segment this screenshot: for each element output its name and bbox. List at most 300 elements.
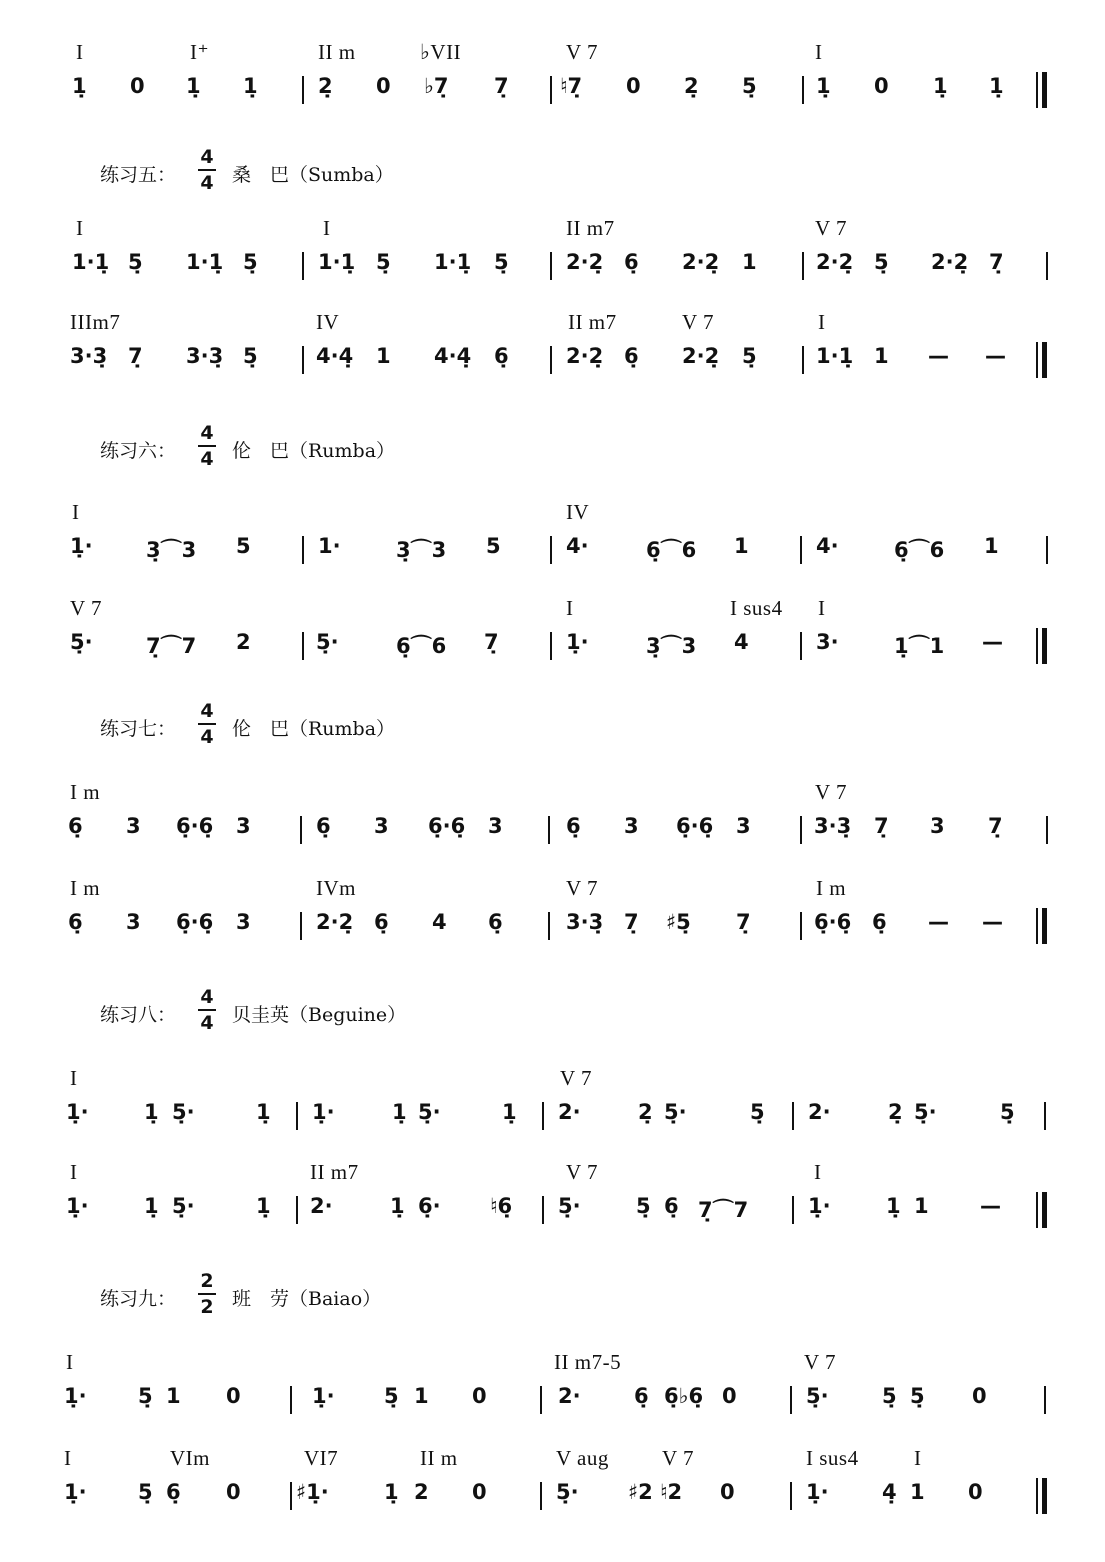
note: 5 <box>236 534 251 558</box>
note: 1̣· <box>566 630 589 654</box>
note: 4·4̣ <box>316 344 354 368</box>
note: 2·2̣ <box>682 344 720 368</box>
note: 2̣ <box>318 74 333 98</box>
exercise-label: 练习五： <box>100 164 177 186</box>
barline <box>800 912 802 940</box>
final-barline-thin <box>1036 628 1038 664</box>
note: 6̣ <box>488 910 503 934</box>
chord-symbol: I m <box>816 876 847 900</box>
note: 0 <box>874 74 889 98</box>
note: 5̣· <box>806 1384 829 1408</box>
chord-symbol: V aug <box>556 1446 609 1470</box>
barline <box>550 252 552 280</box>
note: 5̣ <box>494 250 509 274</box>
barline <box>302 76 304 104</box>
chord-symbol: I <box>814 1160 822 1184</box>
barline <box>540 1386 542 1414</box>
note: 5̣ <box>138 1384 153 1408</box>
chord-symbol: I <box>566 596 574 620</box>
chord-symbol: I <box>70 1066 78 1090</box>
note: 2 <box>414 1480 429 1504</box>
barline <box>550 536 552 564</box>
note: 1̣ <box>886 1194 901 1218</box>
time-fraction-line <box>198 723 216 725</box>
note: 3·3̣ <box>814 814 852 838</box>
barline <box>790 1386 792 1414</box>
note: 0 <box>972 1384 987 1408</box>
note: 3 <box>374 814 389 838</box>
note: 2· <box>310 1194 333 1218</box>
note: 2·2̣ <box>316 910 354 934</box>
final-barline-thick <box>1042 1478 1047 1514</box>
final-barline-thick <box>1042 72 1047 108</box>
chord-symbol: I <box>66 1350 74 1374</box>
time-denominator: 4 <box>200 448 214 470</box>
barline <box>290 1386 292 1414</box>
note: 1̣· <box>66 1194 89 1218</box>
note: 1·1̣ <box>816 344 854 368</box>
score-row <box>0 1350 1105 1430</box>
rhythm-style: 伦 巴（Rumba） <box>232 440 396 462</box>
note: 1̣ <box>243 74 258 98</box>
note: 7̣ <box>484 630 499 654</box>
note: 3 <box>930 814 945 838</box>
note: 3 <box>736 814 751 838</box>
note: 1 <box>742 250 757 274</box>
barline <box>302 632 304 660</box>
note: 5̣ <box>750 1100 765 1124</box>
chord-symbol: I <box>818 310 826 334</box>
note: 1̣· <box>64 1480 87 1504</box>
note: 1 <box>414 1384 429 1408</box>
chord-symbol: I <box>76 216 84 240</box>
chord-symbol: II m7 <box>310 1160 359 1184</box>
note: ♮2 <box>660 1480 683 1504</box>
score-row <box>0 780 1105 860</box>
note: 7̣ <box>874 814 889 838</box>
time-fraction-line <box>198 169 216 171</box>
note: 1̣⌒1 <box>894 634 945 658</box>
note: 7̣ <box>989 250 1004 274</box>
note: 2· <box>558 1100 581 1124</box>
chord-symbol: I m <box>70 876 101 900</box>
chord-symbol: V 7 <box>662 1446 695 1470</box>
note: 6̣ <box>68 910 83 934</box>
note: 1̣· <box>64 1384 87 1408</box>
note: 5̣· <box>70 630 93 654</box>
chord-symbol: II m7-5 <box>554 1350 622 1374</box>
note: 3·3̣ <box>70 344 108 368</box>
barline <box>800 816 802 844</box>
note: 1 <box>874 344 889 368</box>
note: 6̣⌒6 <box>646 538 697 562</box>
exercise-label: 练习八： <box>100 1004 177 1026</box>
chord-symbol: VIm <box>170 1446 210 1470</box>
note: 0 <box>226 1480 241 1504</box>
note: 4· <box>816 534 839 558</box>
chord-symbol: I <box>323 216 331 240</box>
chord-symbol: I⁺ <box>190 40 210 64</box>
note: ♮6̣ <box>490 1194 513 1218</box>
chord-symbol: V 7 <box>70 596 103 620</box>
note: 1 <box>914 1194 929 1218</box>
time-denominator: 4 <box>200 172 214 194</box>
time-fraction-line <box>198 445 216 447</box>
barline <box>800 536 802 564</box>
final-barline-thin <box>1036 908 1038 944</box>
time-signature <box>196 146 218 194</box>
barline <box>296 1102 298 1130</box>
note: 6̣ <box>664 1194 679 1218</box>
note: 7̣ <box>624 910 639 934</box>
note: 6̣·6̣ <box>176 814 214 838</box>
note: 2 <box>236 630 251 654</box>
time-numerator: 4 <box>200 986 214 1008</box>
note: ♮7̣ <box>560 74 583 98</box>
chord-symbol: V 7 <box>815 780 848 804</box>
note: 3·3̣ <box>566 910 604 934</box>
note: 5̣ <box>384 1384 399 1408</box>
chord-symbol: I <box>76 40 84 64</box>
note: 0 <box>720 1480 735 1504</box>
note: 1̣· <box>312 1384 335 1408</box>
note: 1̣ <box>392 1100 407 1124</box>
final-barline-thick <box>1042 908 1047 944</box>
barline <box>550 632 552 660</box>
note: 5̣· <box>556 1480 579 1504</box>
time-denominator: 2 <box>200 1296 214 1318</box>
note: 5̣ <box>138 1480 153 1504</box>
note: 1̣ <box>256 1194 271 1218</box>
exercise-label: 练习六： <box>100 440 177 462</box>
final-barline-thin <box>1036 342 1038 378</box>
note: 6̣ <box>624 344 639 368</box>
note: 7̣ <box>128 344 143 368</box>
note: 6̣ <box>872 910 887 934</box>
note: 1̣ <box>502 1100 517 1124</box>
note: 5̣ <box>243 250 258 274</box>
final-barline-thin <box>1036 1192 1038 1228</box>
note: 4 <box>432 910 447 934</box>
barline <box>790 1482 792 1510</box>
note: 3 <box>488 814 503 838</box>
note: 2̣ <box>888 1100 903 1124</box>
note: 1̣ <box>989 74 1004 98</box>
note: 1·1̣ <box>434 250 472 274</box>
time-numerator: 4 <box>200 146 214 168</box>
note: 0 <box>968 1480 983 1504</box>
note: 2·2̣ <box>566 344 604 368</box>
chord-symbol: ♭VII <box>420 40 462 64</box>
chord-symbol: V 7 <box>815 216 848 240</box>
chord-symbol: I sus4 <box>806 1446 859 1470</box>
chord-symbol: IV <box>566 500 590 524</box>
note: 5̣ <box>742 344 757 368</box>
chord-symbol: I <box>70 1160 78 1184</box>
note: 2·2̣ <box>682 250 720 274</box>
note: 1̣ <box>144 1100 159 1124</box>
note: 6̣ <box>68 814 83 838</box>
time-signature <box>196 422 218 470</box>
note: 1· <box>318 534 341 558</box>
note: 7̣⌒7 <box>698 1198 749 1222</box>
note: 5̣ <box>243 344 258 368</box>
barline <box>550 346 552 374</box>
note: 2̣ <box>638 1100 653 1124</box>
chord-symbol: I <box>815 40 823 64</box>
note: 5̣ <box>882 1384 897 1408</box>
time-fraction-line <box>198 1293 216 1295</box>
note: — <box>928 344 949 368</box>
score-row <box>0 40 1105 120</box>
note: 7̣ <box>988 814 1003 838</box>
barline <box>548 912 550 940</box>
note: 1̣· <box>66 1100 89 1124</box>
barline <box>296 1196 298 1224</box>
note: 0 <box>722 1384 737 1408</box>
time-denominator: 4 <box>200 1012 214 1034</box>
score-row <box>0 310 1105 390</box>
chord-symbol: VI7 <box>304 1446 339 1470</box>
chord-symbol: I m <box>70 780 101 804</box>
note: 5 <box>486 534 501 558</box>
time-signature <box>196 1270 218 1318</box>
note: 6̣⌒6 <box>396 634 447 658</box>
note: 1̣ <box>933 74 948 98</box>
barline <box>548 816 550 844</box>
note: 5̣· <box>172 1100 195 1124</box>
note: 3· <box>816 630 839 654</box>
note: — <box>928 910 949 934</box>
note: 5̣· <box>418 1100 441 1124</box>
note: 2· <box>808 1100 831 1124</box>
note: 3 <box>236 910 251 934</box>
barline <box>802 346 804 374</box>
barline <box>1046 816 1048 844</box>
chord-symbol: I <box>914 1446 922 1470</box>
note: 1 <box>734 534 749 558</box>
note: 5̣· <box>172 1194 195 1218</box>
score-row <box>0 216 1105 296</box>
score-row <box>0 876 1105 956</box>
note: 1̣· <box>806 1480 829 1504</box>
chord-symbol: I <box>64 1446 72 1470</box>
chord-symbol: II m <box>420 1446 458 1470</box>
note: 3 <box>126 910 141 934</box>
note: 1̣ <box>256 1100 271 1124</box>
note: ♯5̣ <box>666 910 691 934</box>
note: 0 <box>626 74 641 98</box>
final-barline-thin <box>1036 72 1038 108</box>
note: 1̣ <box>186 74 201 98</box>
note: 6̣ <box>566 814 581 838</box>
note: 5̣ <box>1000 1100 1015 1124</box>
note: 2· <box>558 1384 581 1408</box>
note: 7̣ <box>736 910 751 934</box>
time-signature <box>196 986 218 1034</box>
chord-symbol: II m7 <box>566 216 615 240</box>
note: 5̣ <box>910 1384 925 1408</box>
note: 1̣· <box>312 1100 335 1124</box>
score-row <box>0 1066 1105 1146</box>
rhythm-style: 贝圭英（Beguine） <box>232 1004 407 1026</box>
note: 1̣ <box>144 1194 159 1218</box>
chord-symbol: I <box>72 500 80 524</box>
note: ♯2 <box>628 1480 653 1504</box>
note: 1̣· <box>70 534 93 558</box>
barline <box>792 1196 794 1224</box>
note: — <box>982 630 1003 654</box>
chord-symbol: I sus4 <box>730 596 783 620</box>
barline <box>290 1482 292 1510</box>
note: 3·3̣ <box>186 344 224 368</box>
note: 6̣·6̣ <box>676 814 714 838</box>
barline <box>1044 1102 1046 1130</box>
note: 5̣ <box>874 250 889 274</box>
note: 0 <box>472 1384 487 1408</box>
note: 7̣⌒7 <box>146 634 197 658</box>
final-barline-thick <box>1042 342 1047 378</box>
note: 5̣ <box>128 250 143 274</box>
note: 1 <box>376 344 391 368</box>
rhythm-style: 桑 巴（Sumba） <box>232 164 394 186</box>
rhythm-style: 班 劳（Baiao） <box>232 1288 382 1310</box>
exercise-label: 练习七： <box>100 718 177 740</box>
note: 3 <box>126 814 141 838</box>
chord-symbol: V 7 <box>560 1066 593 1090</box>
note: 1 <box>910 1480 925 1504</box>
note: 6̣ <box>624 250 639 274</box>
barline <box>800 632 802 660</box>
note: 6̣ <box>166 1480 181 1504</box>
final-barline-thick <box>1042 628 1047 664</box>
note: 1̣ <box>816 74 831 98</box>
note: 3̣⌒3 <box>396 538 447 562</box>
note: 1̣ <box>390 1194 405 1218</box>
note: 3̣⌒3 <box>646 634 697 658</box>
final-barline-thin <box>1036 1478 1038 1514</box>
note: 2·2̣ <box>931 250 969 274</box>
score-row <box>0 1446 1105 1526</box>
note: 3̣⌒3 <box>146 538 197 562</box>
time-denominator: 4 <box>200 726 214 748</box>
note: 3 <box>624 814 639 838</box>
time-numerator: 4 <box>200 422 214 444</box>
chord-symbol: I <box>818 596 826 620</box>
chord-symbol: IV <box>316 310 340 334</box>
final-barline-thick <box>1042 1192 1047 1228</box>
barline <box>792 1102 794 1130</box>
chord-symbol: IVm <box>316 876 356 900</box>
note: 5̣ <box>742 74 757 98</box>
barline <box>300 912 302 940</box>
barline <box>540 1482 542 1510</box>
note: 6̣·6̣ <box>428 814 466 838</box>
note: 5̣ <box>376 250 391 274</box>
note: 3 <box>236 814 251 838</box>
note: 5̣· <box>558 1194 581 1218</box>
note: 5̣· <box>664 1100 687 1124</box>
barline <box>542 1102 544 1130</box>
note: 2·2̣ <box>566 250 604 274</box>
note: 6̣⌒6 <box>894 538 945 562</box>
note: 1 <box>984 534 999 558</box>
barline <box>802 76 804 104</box>
chord-symbol: II m7 <box>568 310 617 334</box>
note: 7̣ <box>494 74 509 98</box>
note: 5̣· <box>914 1100 937 1124</box>
note: — <box>982 910 1003 934</box>
chord-symbol: V 7 <box>566 40 599 64</box>
note: 1·1̣ <box>186 250 224 274</box>
rhythm-style: 伦 巴（Rumba） <box>232 718 396 740</box>
barline <box>302 536 304 564</box>
note: 5̣· <box>316 630 339 654</box>
barline <box>1044 1386 1046 1414</box>
note: 0 <box>130 74 145 98</box>
note: 0 <box>226 1384 241 1408</box>
note: 1̣ <box>72 74 87 98</box>
note: 1̣ <box>384 1480 399 1504</box>
time-numerator: 2 <box>200 1270 214 1292</box>
note: 4 <box>734 630 749 654</box>
note: 4̣ <box>882 1480 897 1504</box>
note: — <box>985 344 1006 368</box>
note: 0 <box>376 74 391 98</box>
note: ♭7̣ <box>424 74 449 98</box>
barline <box>302 252 304 280</box>
exercise-label: 练习九： <box>100 1288 177 1310</box>
note: 1̣· <box>808 1194 831 1218</box>
barline <box>302 346 304 374</box>
note: 1 <box>166 1384 181 1408</box>
note: 6̣ <box>316 814 331 838</box>
note: — <box>980 1194 1001 1218</box>
note: 6̣ <box>374 910 389 934</box>
barline <box>542 1196 544 1224</box>
barline <box>1046 536 1048 564</box>
note: 6̣ <box>634 1384 649 1408</box>
note: 6̣ <box>494 344 509 368</box>
score-row <box>0 1160 1105 1240</box>
note: 6̣·6̣ <box>814 910 852 934</box>
time-numerator: 4 <box>200 700 214 722</box>
chord-symbol: V 7 <box>566 1160 599 1184</box>
barline <box>1046 252 1048 280</box>
score-row <box>0 500 1105 580</box>
barline <box>300 816 302 844</box>
note: 2̣ <box>684 74 699 98</box>
chord-symbol: V 7 <box>804 1350 837 1374</box>
note: 4· <box>566 534 589 558</box>
note: 6̣♭6̣ <box>664 1384 704 1408</box>
barline <box>802 252 804 280</box>
note: 6̣· <box>418 1194 441 1218</box>
chord-symbol: IIIm7 <box>70 310 121 334</box>
chord-symbol: V 7 <box>682 310 715 334</box>
time-signature <box>196 700 218 748</box>
chord-symbol: V 7 <box>566 876 599 900</box>
note: 5̣ <box>636 1194 651 1218</box>
note: 1·1̣ <box>318 250 356 274</box>
note: 6̣·6̣ <box>176 910 214 934</box>
time-fraction-line <box>198 1009 216 1011</box>
score-row <box>0 596 1105 676</box>
barline <box>550 76 552 104</box>
note: 0 <box>472 1480 487 1504</box>
note: 2·2̣ <box>816 250 854 274</box>
chord-symbol: II m <box>318 40 356 64</box>
